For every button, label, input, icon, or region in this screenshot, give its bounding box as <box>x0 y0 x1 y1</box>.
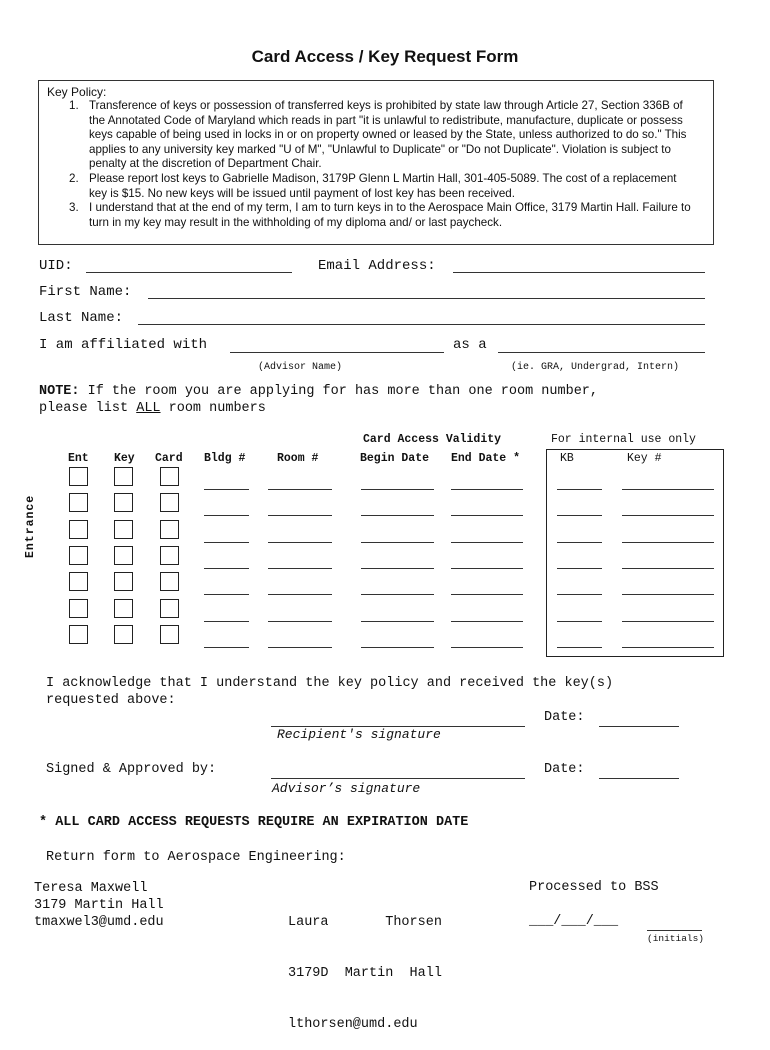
note-line2-post: room numbers <box>160 401 266 416</box>
card-checkbox[interactable] <box>160 625 179 644</box>
policy-item <box>69 99 694 172</box>
role-hint: (ie. GRA, Undergrad, Intern) <box>511 362 680 373</box>
entrance-checkbox[interactable] <box>69 520 88 539</box>
col-header-ent: Ent <box>68 452 89 465</box>
return-label: Return form to Aerospace Engineering: <box>46 850 346 865</box>
begin-date-field[interactable] <box>361 489 434 490</box>
advisor-name-field[interactable] <box>230 340 444 353</box>
begin-date-field[interactable] <box>361 621 434 622</box>
card-checkbox[interactable] <box>160 467 179 486</box>
key-checkbox[interactable] <box>114 493 133 512</box>
policy-item-text: Please report lost keys to Gabrielle Madison, 3179P Glenn L Martin Hall, 301-405-5089. The cost of a replacement key is $15. No new keys will be issued until payment of lost key has been received. <box>89 171 677 200</box>
key-checkbox[interactable] <box>114 599 133 618</box>
bldg-number-field[interactable] <box>204 621 249 622</box>
entrance-checkbox[interactable] <box>69 546 88 565</box>
end-date-field[interactable] <box>451 568 523 569</box>
last-name-label: Last Name: <box>39 310 124 326</box>
kb-field[interactable] <box>557 647 602 648</box>
policy-item <box>69 201 694 230</box>
begin-date-field[interactable] <box>361 542 434 543</box>
recipient-signature-line[interactable] <box>271 714 525 727</box>
expiration-note: * ALL CARD ACCESS REQUESTS REQUIRE AN EXPIRATION DATE <box>39 815 469 830</box>
contact-email: lthorsen@umd.edu <box>288 1017 418 1032</box>
end-date-field[interactable] <box>451 647 523 648</box>
processed-date-field[interactable]: ___/___/___ <box>529 914 619 929</box>
bldg-number-field[interactable] <box>204 489 249 490</box>
first-name-field[interactable] <box>148 286 705 299</box>
validity-header: Card Access Validity <box>363 433 502 446</box>
begin-date-field[interactable] <box>361 515 434 516</box>
room-number-field[interactable] <box>268 542 332 543</box>
initials-field[interactable] <box>647 918 702 931</box>
note-bold: NOTE: <box>39 384 80 399</box>
policy-item-text: I understand that at the end of my term, I am to turn keys in to the Aerospace Main Office, 3179 Martin Hall. Failure to turn in my key may result in the withholding of my diploma and/ or last paycheck. <box>89 201 691 229</box>
room-number-field[interactable] <box>268 594 332 595</box>
card-checkbox[interactable] <box>160 572 179 591</box>
kb-field[interactable] <box>557 621 602 622</box>
initials-hint: (initials) <box>647 933 705 944</box>
contact-name: Laura Thorsen <box>288 915 442 930</box>
entrance-checkbox[interactable] <box>69 572 88 591</box>
key-checkbox[interactable] <box>114 546 133 565</box>
col-header-bldg: Bldg # <box>204 452 246 465</box>
kb-field[interactable] <box>557 594 602 595</box>
contact-name: Teresa Maxwell <box>34 881 148 896</box>
policy-item-number: 3. <box>69 201 79 215</box>
key-number-field[interactable] <box>622 515 714 516</box>
kb-field[interactable] <box>557 489 602 490</box>
bldg-number-field[interactable] <box>204 594 249 595</box>
key-checkbox[interactable] <box>114 520 133 539</box>
first-name-label: First Name: <box>39 284 132 300</box>
end-date-field[interactable] <box>451 515 523 516</box>
email-field[interactable] <box>453 260 705 273</box>
card-checkbox[interactable] <box>160 599 179 618</box>
room-number-field[interactable] <box>268 568 332 569</box>
note-line2-pre: please list <box>39 401 137 416</box>
end-date-field[interactable] <box>451 621 523 622</box>
key-number-field[interactable] <box>622 542 714 543</box>
entrance-checkbox[interactable] <box>69 467 88 486</box>
advisor-signature-line[interactable] <box>271 766 525 779</box>
advisor-date-label: Date: <box>544 762 585 777</box>
entrance-checkbox[interactable] <box>69 599 88 618</box>
uid-label: UID: <box>39 258 73 274</box>
contact-office: 3179D Martin Hall <box>288 966 442 981</box>
key-number-field[interactable] <box>622 489 714 490</box>
signed-approved-label: Signed & Approved by: <box>46 762 217 777</box>
col-header-key: Key <box>114 452 135 465</box>
processed-label: Processed to BSS <box>529 880 659 895</box>
key-policy-list <box>69 99 694 230</box>
room-note <box>39 383 598 417</box>
note-all-underlined: ALL <box>136 401 161 416</box>
kb-field[interactable] <box>557 568 602 569</box>
email-label: Email Address: <box>318 258 436 274</box>
acknowledge-line2: requested above: <box>46 693 176 708</box>
col-header-end-date: End Date * <box>451 452 521 465</box>
room-number-field[interactable] <box>268 489 332 490</box>
contact-email: tmaxwel3@umd.edu <box>34 915 164 930</box>
end-date-field[interactable] <box>451 542 523 543</box>
begin-date-field[interactable] <box>361 647 434 648</box>
role-field[interactable] <box>498 340 705 353</box>
contact-thorsen <box>288 880 442 1050</box>
affiliated-label: I am affiliated with <box>39 337 208 353</box>
advisor-signature-caption: Advisor’s signature <box>272 781 421 796</box>
kb-field[interactable] <box>557 515 602 516</box>
internal-use-box <box>546 449 724 657</box>
key-number-field[interactable] <box>622 621 714 622</box>
end-date-field[interactable] <box>451 594 523 595</box>
col-header-kb: KB <box>560 452 574 465</box>
as-label: as a <box>453 337 487 353</box>
internal-header: For internal use only <box>551 433 696 446</box>
policy-item-number: 1. <box>69 99 79 112</box>
note-line1: If the room you are applying for has more than one room number, <box>79 384 598 399</box>
col-header-card: Card <box>155 452 183 465</box>
key-checkbox[interactable] <box>114 625 133 644</box>
advisor-hint: (Advisor Name) <box>258 362 343 373</box>
key-number-field[interactable] <box>622 594 714 595</box>
bldg-number-field[interactable] <box>204 542 249 543</box>
recipient-date-label: Date: <box>544 710 585 725</box>
begin-date-field[interactable] <box>361 594 434 595</box>
contact-maxwell <box>34 880 164 931</box>
bldg-number-field[interactable] <box>204 647 249 648</box>
col-header-begin-date: Begin Date <box>360 452 430 465</box>
col-header-key-number: Key # <box>627 452 662 465</box>
contact-office: 3179 Martin Hall <box>34 898 164 913</box>
bldg-number-field[interactable] <box>204 515 249 516</box>
key-number-field[interactable] <box>622 568 714 569</box>
card-checkbox[interactable] <box>160 546 179 565</box>
advisor-date-field[interactable] <box>599 766 679 779</box>
key-checkbox[interactable] <box>114 572 133 591</box>
entrance-checkbox[interactable] <box>69 625 88 644</box>
card-checkbox[interactable] <box>160 493 179 512</box>
entrance-checkbox[interactable] <box>69 493 88 512</box>
acknowledge-text <box>46 675 613 709</box>
recipient-date-field[interactable] <box>599 714 679 727</box>
key-policy-heading: Key Policy: <box>47 85 107 99</box>
policy-item-text: Transference of keys or possession of transferred keys is prohibited by state law through Article 27, Section 336B of the Annotated Code of Maryland which reads in part "it is unlawful to redistribute, manufacture, duplicate or possess keys capable of being used in locks in or on property owned or leased by the State, unless authorized to do so." This applies to any university key marked "U of M", "Unlawful to Duplicate" or "Do not Duplicate". Violation is subject to penalty at the discretion of Department Chair. <box>89 99 687 171</box>
begin-date-field[interactable] <box>361 568 434 569</box>
key-checkbox[interactable] <box>114 467 133 486</box>
room-number-field[interactable] <box>268 621 332 622</box>
key-policy-box <box>38 80 714 245</box>
policy-item-number: 2. <box>69 171 79 185</box>
room-number-field[interactable] <box>268 647 332 648</box>
policy-item <box>69 171 694 201</box>
last-name-field[interactable] <box>138 312 705 325</box>
key-number-field[interactable] <box>622 647 714 648</box>
col-header-room: Room # <box>277 452 319 465</box>
bldg-number-field[interactable] <box>204 568 249 569</box>
acknowledge-line1: I acknowledge that I understand the key policy and received the key(s) <box>46 676 614 691</box>
kb-field[interactable] <box>557 542 602 543</box>
end-date-field[interactable] <box>451 489 523 490</box>
room-number-field[interactable] <box>268 515 332 516</box>
entrance-side-label: Entrance <box>24 494 37 558</box>
recipient-signature-caption: Recipient's signature <box>277 727 441 742</box>
page-title: Card Access / Key Request Form <box>251 47 519 66</box>
uid-field[interactable] <box>86 260 292 273</box>
card-checkbox[interactable] <box>160 520 179 539</box>
